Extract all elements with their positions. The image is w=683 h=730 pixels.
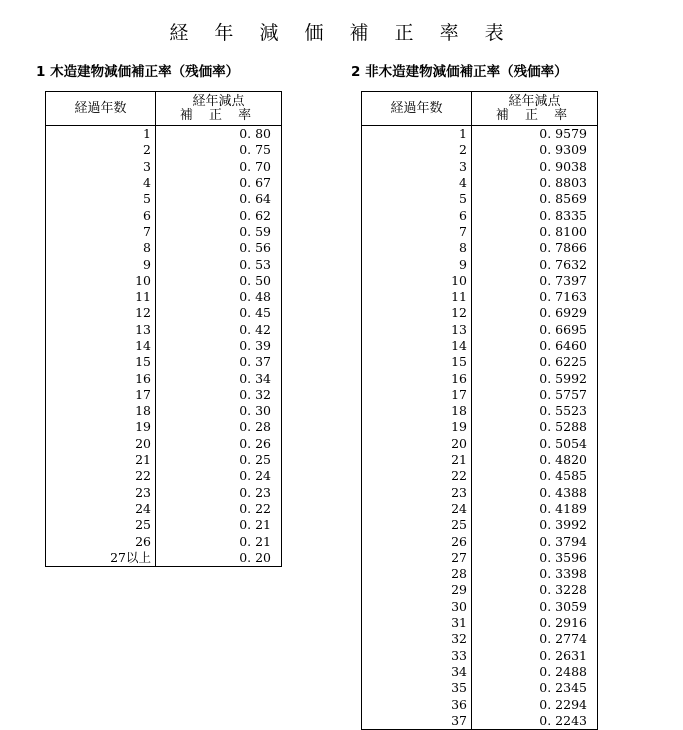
elapsed-years-cell: 12 [362,305,472,321]
table-row [46,224,282,240]
elapsed-years-cell: 18 [46,403,156,419]
table-row [362,582,598,598]
table-row [46,550,282,567]
correction-rate-cell: 0. 34 [239,370,271,386]
non-wooden-section-title: 2 非木造建物減価補正率（残価率） [351,64,568,80]
table-row [362,468,598,484]
correction-rate-cell: 0. 4189 [539,500,587,516]
table-row [362,322,598,338]
table-row [362,648,598,664]
table-row [46,207,282,223]
correction-rate-cell: 0. 75 [239,142,271,158]
wooden-depreciation-table [45,91,282,567]
correction-rate-cell: 0. 30 [239,403,271,419]
elapsed-years-cell: 30 [362,599,472,615]
table-row [46,370,282,386]
correction-rate-cell: 0. 2294 [539,696,587,712]
elapsed-years-cell: 24 [362,501,472,517]
table-header-row [362,92,598,126]
elapsed-years-cell: 22 [46,468,156,484]
elapsed-years-cell: 37 [362,713,472,730]
elapsed-years-cell: 8 [46,240,156,256]
correction-rate-cell: 0. 3992 [539,517,587,533]
non-wooden-depreciation-table [361,91,598,730]
elapsed-years-cell: 34 [362,664,472,680]
correction-rate-cell: 0. 3398 [539,566,587,582]
elapsed-years-cell: 14 [46,338,156,354]
page-title: 経 年 減 価 補 正 率 表 [169,22,514,44]
wooden-table-body [46,126,282,567]
elapsed-years-cell: 15 [46,354,156,370]
elapsed-years-cell: 18 [362,403,472,419]
elapsed-years-cell: 26 [46,533,156,549]
table-row [362,240,598,256]
table-row [362,664,598,680]
table-row [362,419,598,435]
elapsed-years-cell: 25 [46,517,156,533]
elapsed-years-cell: 6 [362,207,472,223]
table-row [362,207,598,223]
correction-rate-cell: 0. 8569 [539,191,587,207]
table-row [46,322,282,338]
elapsed-years-cell: 10 [362,273,472,289]
table-row [46,289,282,305]
correction-rate-cell: 0. 4585 [539,468,587,484]
elapsed-years-cell: 24 [46,501,156,517]
correction-rate-cell: 0. 48 [239,289,271,305]
correction-rate-cell: 0. 80 [239,126,271,142]
elapsed-years-cell: 23 [362,485,472,501]
correction-rate-cell: 0. 7866 [539,240,587,256]
correction-rate-cell: 0. 3059 [539,598,587,614]
correction-rate-cell: 0. 45 [239,305,271,321]
elapsed-years-cell: 6 [46,207,156,223]
elapsed-years-cell: 11 [362,289,472,305]
wooden-section-title: 1 木造建物減価補正率（残価率） [36,64,240,80]
table-row [46,468,282,484]
elapsed-years-cell: 14 [362,338,472,354]
correction-rate-cell: 0. 2243 [539,712,587,728]
table-header-row [46,92,282,126]
table-row [46,159,282,175]
correction-rate-cell: 0. 56 [239,240,271,256]
elapsed-years-cell: 35 [362,680,472,696]
table-row [46,338,282,354]
correction-rate-cell: 0. 53 [239,256,271,272]
elapsed-years-cell: 27以上 [46,550,156,567]
table-row [362,403,598,419]
elapsed-years-cell: 4 [362,175,472,191]
elapsed-years-cell: 1 [362,126,472,143]
table-row [362,599,598,615]
table-row [362,191,598,207]
correction-rate-cell: 0. 6460 [539,338,587,353]
correction-rate-cell: 0. 50 [239,272,271,288]
table-row [46,142,282,158]
table-row [362,566,598,582]
correction-rate-cell: 0. 24 [239,468,271,484]
elapsed-years-cell: 25 [362,517,472,533]
elapsed-years-cell: 1 [46,126,156,143]
non-wooden-table-body [362,126,598,730]
correction-rate-cell: 0. 28 [239,419,271,435]
correction-rate-cell: 0. 8100 [539,223,587,239]
elapsed-years-cell: 4 [46,175,156,191]
correction-rate-cell: 0. 2916 [539,615,587,631]
table-row [46,533,282,549]
elapsed-years-cell: 27 [362,550,472,566]
elapsed-years-cell: 7 [46,224,156,240]
correction-rate-cell: 0. 21 [239,517,271,533]
table-row [362,533,598,549]
correction-rate-cell: 0. 37 [239,354,271,370]
correction-rate-cell: 0. 67 [239,175,271,191]
correction-rate-cell: 0. 5757 [539,386,587,402]
correction-rate-cell: 0. 2488 [539,663,587,679]
table-row [362,289,598,305]
correction-rate-cell: 0. 5992 [539,370,587,386]
elapsed-years-cell: 11 [46,289,156,305]
correction-rate-cell: 0. 25 [239,452,271,468]
correction-rate-cell: 0. 26 [239,435,271,451]
correction-rate-cell: 0. 23 [239,484,271,500]
correction-rate-cell: 0. 22 [239,500,271,516]
correction-rate-cell: 0. 2345 [539,680,587,696]
table-row [362,224,598,240]
table-row [362,175,598,191]
correction-rate-cell: 0. 2774 [539,631,587,647]
table-row [362,387,598,403]
elapsed-years-cell: 36 [362,696,472,712]
elapsed-years-cell: 13 [362,322,472,338]
table-row [362,436,598,452]
elapsed-years-cell: 20 [46,436,156,452]
correction-rate-cell: 0. 7632 [539,256,587,272]
table-row [362,696,598,712]
table-row [46,436,282,452]
table-row [362,680,598,696]
correction-rate-cell: 0. 64 [239,191,271,207]
correction-rate-cell: 0. 4820 [539,452,587,468]
elapsed-years-cell: 3 [362,159,472,175]
table-row [362,256,598,272]
correction-rate-cell: 0. 3596 [539,549,587,565]
table-row [362,452,598,468]
table-row [362,273,598,289]
elapsed-years-cell: 26 [362,533,472,549]
correction-rate-cell: 0. 62 [239,207,271,223]
table-row [46,175,282,191]
elapsed-years-cell: 19 [46,419,156,435]
elapsed-years-cell: 31 [362,615,472,631]
correction-rate-cell: 0. 9038 [539,158,587,174]
table-row [46,501,282,517]
table-row [362,370,598,386]
table-row [46,387,282,403]
elapsed-years-cell: 8 [362,240,472,256]
table-row [362,338,598,354]
table-row [46,256,282,272]
correction-rate-cell: 0. 9579 [539,126,587,142]
elapsed-years-cell: 16 [362,370,472,386]
table-row [362,126,598,143]
elapsed-years-cell: 29 [362,582,472,598]
table-row [46,485,282,501]
elapsed-years-cell: 17 [46,387,156,403]
correction-rate-cell: 0. 3228 [539,582,587,598]
table-row [46,126,282,143]
header-correction-rate [472,92,598,126]
elapsed-years-cell: 23 [46,485,156,501]
correction-rate-cell: 0. 21 [239,533,271,549]
correction-rate-cell: 0. 4388 [539,484,587,500]
table-row [362,501,598,517]
correction-rate-cell: 0. 42 [239,321,271,337]
elapsed-years-cell: 7 [362,224,472,240]
table-row [362,354,598,370]
elapsed-years-cell: 19 [362,419,472,435]
table-row [46,354,282,370]
table-row [362,517,598,533]
correction-rate-cell: 0. 7163 [539,289,587,305]
elapsed-years-cell: 32 [362,631,472,647]
elapsed-years-cell: 13 [46,322,156,338]
correction-rate-cell: 0. 20 [239,549,271,565]
elapsed-years-cell: 2 [362,142,472,158]
table-row [362,142,598,158]
table-row [46,273,282,289]
elapsed-years-cell: 12 [46,305,156,321]
elapsed-years-cell: 33 [362,648,472,664]
table-row [362,713,598,730]
correction-rate-cell: 0. 6225 [539,354,587,370]
table-row [362,159,598,175]
correction-rate-cell: 0. 6929 [539,305,587,321]
table-row [362,485,598,501]
correction-rate-cell: 0. 8803 [539,175,587,191]
header-correction-rate [156,92,282,126]
elapsed-years-cell: 9 [46,256,156,272]
elapsed-years-cell: 21 [46,452,156,468]
elapsed-years-cell: 22 [362,468,472,484]
correction-rate-cell: 0. 32 [239,386,271,402]
header-elapsed-years: 経過年数 [46,92,156,126]
elapsed-years-cell: 5 [46,191,156,207]
correction-rate-cell: 0. 5288 [539,419,587,435]
correction-rate-cell: 0. 9309 [539,142,587,158]
table-row [46,419,282,435]
elapsed-years-cell: 21 [362,452,472,468]
correction-rate-cell: 0. 8335 [539,207,587,223]
correction-rate-cell: 0. 6695 [539,321,587,337]
table-row [46,240,282,256]
header-rate-line1: 経年減点 [192,93,245,109]
table-row [46,452,282,468]
elapsed-years-cell: 16 [46,370,156,386]
correction-rate-cell: 0. 59 [239,223,271,239]
elapsed-years-cell: 5 [362,191,472,207]
correction-rate-cell: 0. 5523 [539,403,587,419]
elapsed-years-cell: 17 [362,387,472,403]
header-elapsed-years: 経過年数 [362,92,472,126]
table-row [46,403,282,419]
correction-rate-cell: 0. 3794 [539,533,587,549]
table-row [362,550,598,566]
elapsed-years-cell: 2 [46,142,156,158]
table-row [46,517,282,533]
header-rate-line2: 補 正 率 [179,107,258,123]
table-row [46,191,282,207]
header-rate-line1: 経年減点 [508,93,561,109]
table-row [362,631,598,647]
correction-rate-cell: 0. 5054 [539,435,587,451]
elapsed-years-cell: 9 [362,256,472,272]
header-rate-line2: 補 正 率 [495,107,574,123]
correction-rate-cell: 0. 2631 [539,647,587,663]
elapsed-years-cell: 10 [46,273,156,289]
elapsed-years-cell: 3 [46,159,156,175]
table-row [362,305,598,321]
elapsed-years-cell: 15 [362,354,472,370]
table-row [362,615,598,631]
correction-rate-cell: 0. 39 [239,338,271,353]
table-row [46,305,282,321]
correction-rate-cell: 0. 70 [239,158,271,174]
correction-rate-cell: 0. 7397 [539,272,587,288]
elapsed-years-cell: 28 [362,566,472,582]
elapsed-years-cell: 20 [362,436,472,452]
